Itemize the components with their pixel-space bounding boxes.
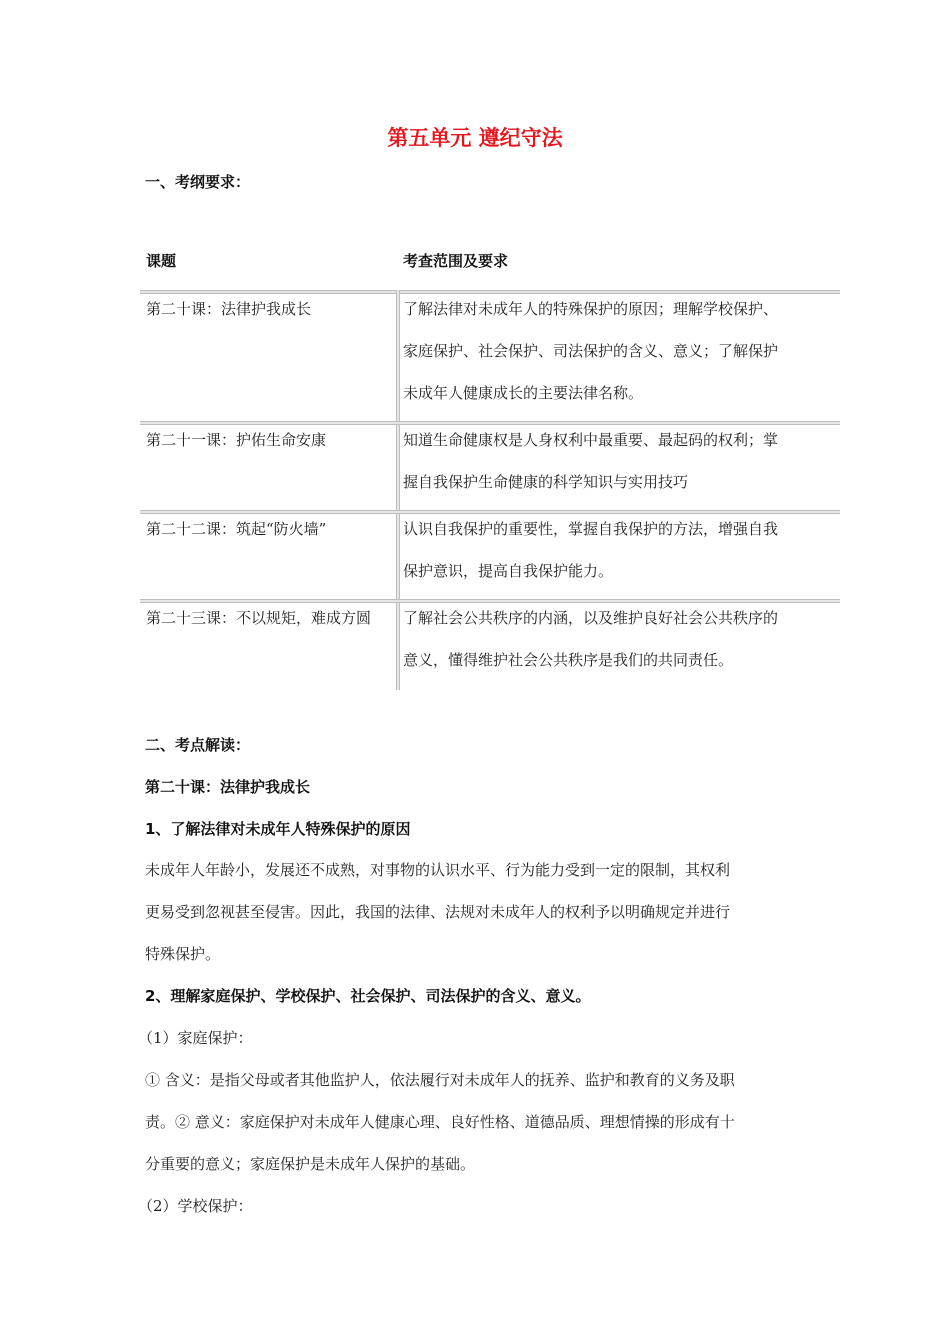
table-cell-line: 了解法律对未成年人的特殊保护的原因；理解学校保护、 (403, 300, 779, 318)
table-cell-lesson: 第二十二课：筑起“防火墙” (146, 520, 327, 538)
table-column-divider (396, 290, 400, 690)
table-cell-scope (403, 419, 835, 503)
table-cell-scope (403, 508, 835, 592)
requirements-table (140, 240, 840, 690)
paragraph-line: ① 含义：是指父母或者其他监护人，依法履行对未成年人的抚养、监护和教育的义务及职 (145, 1071, 735, 1089)
paragraph-line: 责。② 意义：家庭保护对未成年人健康心理、良好性格、道德品质、理想情操的形成有十 (145, 1113, 735, 1131)
table-cell-scope (403, 288, 835, 414)
table-cell-line: 家庭保护、社会保护、司法保护的含义、意义；了解保护 (403, 342, 779, 360)
table-cell-line: 未成年人健康成长的主要法律名称。 (403, 384, 644, 402)
section-heading-key-points: 二、考点解读： (145, 736, 251, 754)
lesson-heading: 第二十课：法律护我成长 (145, 778, 311, 796)
document-title: 第五单元 遵纪守法 (387, 126, 563, 150)
paragraph-line: 未成年人年龄小，发展还不成熟，对事物的认识水平、行为能力受到一定的限制，其权利 (145, 861, 731, 879)
point-heading: 1、了解法律对未成年人特殊保护的原因 (145, 820, 411, 838)
table-cell-lesson: 第二十课：法律护我成长 (146, 300, 312, 318)
subsection-label: （1）家庭保护： (138, 1029, 253, 1047)
table-header-scope: 考查范围及要求 (403, 252, 509, 270)
table-cell-lesson: 第二十一课：护佑生命安康 (146, 431, 327, 449)
table-header-lesson: 课题 (146, 252, 177, 270)
subsection-label: （2）学校保护： (138, 1197, 253, 1215)
table-cell-line: 保护意识，提高自我保护能力。 (403, 562, 614, 580)
table-cell-line: 了解社会公共秩序的内涵，以及维护良好社会公共秩序的 (403, 609, 779, 627)
point-heading: 2、理解家庭保护、学校保护、社会保护、司法保护的含义、意义。 (145, 987, 591, 1005)
paragraph-line: 特殊保护。 (145, 945, 221, 963)
paragraph-line: 分重要的意义；家庭保护是未成年人保护的基础。 (145, 1155, 476, 1173)
table-cell-line: 意义，懂得维护社会公共秩序是我们的共同责任。 (403, 651, 734, 669)
section-heading-exam-requirements: 一、考纲要求： (145, 173, 251, 191)
paragraph-line: 更易受到忽视甚至侵害。因此，我国的法律、法规对未成年人的权利予以明确规定并进行 (145, 903, 731, 921)
table-cell-line: 握自我保护生命健康的科学知识与实用技巧 (403, 473, 689, 491)
table-cell-line: 知道生命健康权是人身权利中最重要、最起码的权利；掌 (403, 431, 779, 449)
table-cell-scope (403, 597, 835, 681)
table-cell-line: 认识自我保护的重要性，掌握自我保护的方法，增强自我 (403, 520, 779, 538)
table-cell-lesson: 第二十三课：不以规矩，难成方圆 (146, 609, 372, 627)
